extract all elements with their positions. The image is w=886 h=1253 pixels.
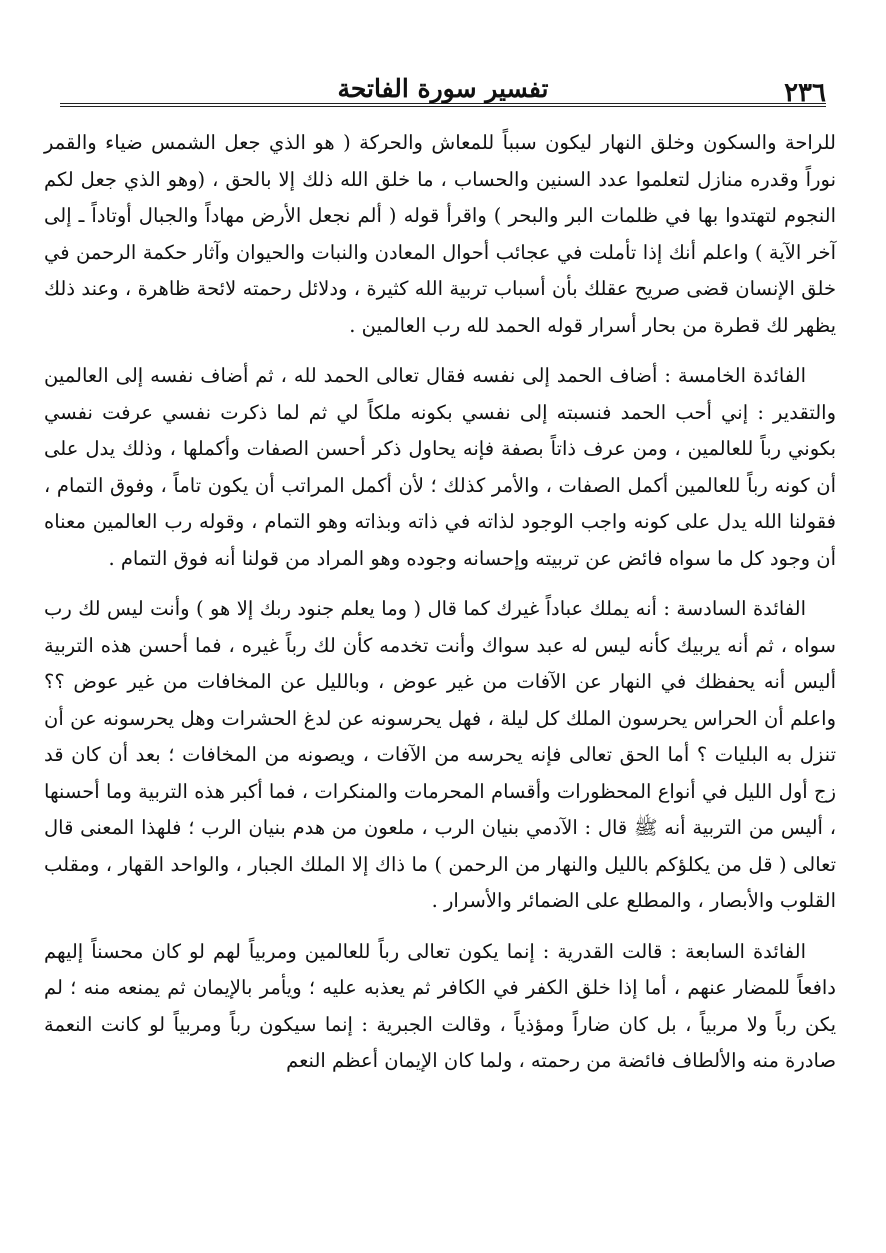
body-text: [44, 125, 836, 1080]
paragraph-continuation: للراحة والسكون وخلق النهار ليكون سبباً للمعاش والحركة ( هو الذي جعل الشمس ضياء والقمر نوراً وقدره منازل لتعلموا عدد السنين والحساب ، ما خلق الله ذلك إلا بالحق ، (وهو الذي جعل لكم النجوم لتهتدوا بها في ظلمات البر والبحر ) واقرأ قوله ( ألم نجعل الأرض مهاداً والجبال أوتاداً ـ إلى آخر الآية ) واعلم أنك إذا تأملت في عجائب أحوال المعادن والنبات والحيوان وآثار حكمة الرحمن في خلق الإنسان قضى صريح عقلك بأن أسباب تربية الله كثيرة ، ودلائل رحمته لائحة ظاهرة ، وعند ذلك يظهر لك قطرة من بحار أسرار قوله الحمد لله رب العالمين .: [44, 131, 836, 337]
running-title: تفسير سورة الفاتحة: [337, 74, 549, 103]
paragraph-seventh-benefit: الفائدة السابعة : قالت القدرية : إنما يكون تعالى رباً للعالمين ومربياً لهم لو كان محسناً إليهم دافعاً للمضار عنهم ، أما إذا خلق الكفر في الكافر ثم يعذبه عليه ؛ ويأمر بالإيمان ثم يمنعه منه ؛ لم يكن رباً ولا مربياً ، بل كان ضاراً ومؤذياً ، وقالت الجبرية : إنما سيكون رباً ومربياً لو كانت النعمة صادرة منه والألطاف فائضة من رحمته ، ولما كان الإيمان أعظم النعم: [44, 939, 836, 1072]
header-rule: [60, 103, 826, 107]
paragraph-sixth-benefit: الفائدة السادسة : أنه يملك عباداً غيرك كما قال ( وما يعلم جنود ربك إلا هو ) وأنت ليس لك رب سواه ، ثم أنه يربيك كأنه ليس له عبد سواك وأنت تخدمه كأن لك رباً غيره ، فما أحسن هذه التربية أليس أنه يحفظك في النهار عن الآفات من غير عوض ، وبالليل عن المخافات من غير عوض ؟؟ واعلم أن الحراس يحرسون الملك كل ليلة ، فهل يحرسونه عن لدغ الحشرات وهل يحرسونه عن أن تنزل به البليات ؟ أما الحق تعالى فإنه يحرسه من الآفات ، ويصونه من المخافات ؛ بعد أن كان قد زج أول الليل في أنواع المحظورات وأقسام المحرمات والمنكرات ، فما أكبر هذه التربية وما أحسنها ، أليس من التربية أنه ﷺ قال : الآدمي بنيان الرب ، ملعون من هدم بنيان الرب ؛ فلهذا المعنى قال تعالى ( قل من يكلؤكم بالليل والنهار من الرحمن ) ما ذاك إلا الملك الجبار ، والواحد القهار ، ومقلب القلوب والأبصار ، والمطلع على الضمائر والأسرار .: [44, 597, 836, 912]
paragraph-fifth-benefit: الفائدة الخامسة : أضاف الحمد إلى نفسه فقال تعالى الحمد لله ، ثم أضاف نفسه إلى العالمين والتقدير : إني أحب الحمد فنسبته إلى نفسي بكونه ملكاً لي ثم لما ذكرت نفسي عرفت نفسي بكوني رباً للعالمين ، ومن عرف ذاتاً بصفة فإنه يحاول ذكر أحسن الصفات وأكملها ، وذلك يدل على أن كونه رباً للعالمين أكمل الصفات ، والأمر كذلك ؛ لأن أكمل المراتب أن يكون تاماً ، وفوق التمام ، فقولنا الله يدل على كونه واجب الوجود لذاته في ذاته وبذاته وهو التمام ، وقوله رب العالمين معناه أن وجود كل ما سواه فائض عن تربيته وإحسانه وجوده وهو المراد من قولنا أنه فوق التمام .: [44, 364, 836, 570]
page-number: ٢٣٦: [784, 78, 826, 108]
